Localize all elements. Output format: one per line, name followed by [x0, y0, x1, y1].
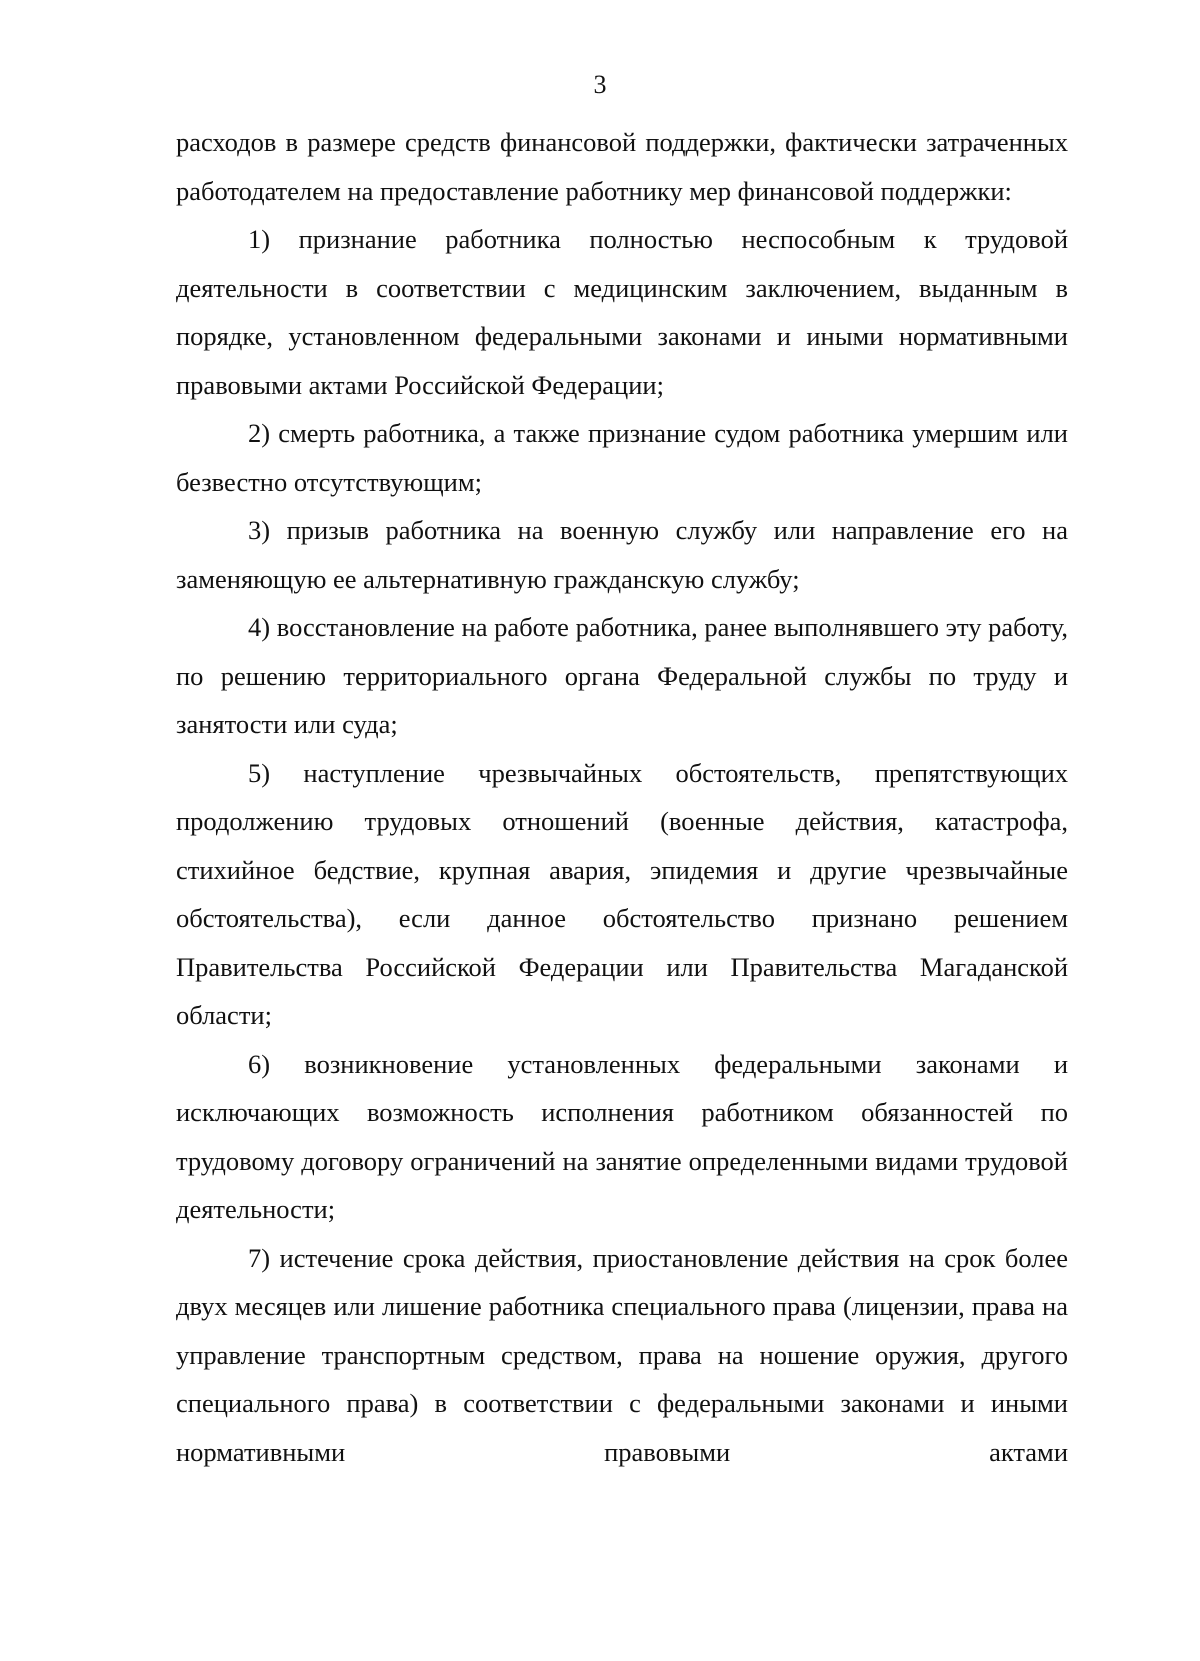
list-item-7: 7) истечение срока действия, приостановление действия на срок более двух месяцев или лишение работника специального права (лицензии, права на управление транспортным средством, права на ношение оружия, другого специального права) в соответствии с федеральными законами и иными нормативными правовыми актами [176, 1242, 1068, 1467]
list-item-6: 6) возникновение установленных федеральными законами и исключающих возможность исполнения работником обязанностей по трудовому договору ограничений на занятие определенными видами трудовой деятельности; [176, 1048, 1068, 1224]
list-item-5: 5) наступление чрезвычайных обстоятельств, препятствующих продолжению трудовых отношений (военные действия, катастрофа, стихийное бедствие, крупная авария, эпидемия и другие чрезвычайные обстоятельства), если данное обстоятельство признано решением Правительства Российской Федерации или Правительства Магаданской области; [176, 757, 1068, 1030]
list-item-4: 4) восстановление на работе работника, ранее выполнявшего эту работу, по решению территориального органа Федеральной службы по труду и занятости или суда; [176, 612, 1068, 739]
list-item-1: 1) признание работника полностью неспособным к трудовой деятельности в соответствии с медицинским заключением, выданным в порядке, установленном федеральными законами и иными нормативными правовыми актами Российской Федерации; [176, 224, 1068, 400]
list-item-3: 3) призыв работника на военную службу или направление его на заменяющую ее альтернативную гражданскую службу; [176, 515, 1068, 594]
document-body [176, 118, 1068, 1476]
page-number: 3 [593, 70, 607, 99]
paragraph-intro: расходов в размере средств финансовой поддержки, фактически затраченных работодателем на предоставление работнику мер финансовой поддержки: [176, 127, 1068, 206]
list-item-2: 2) смерть работника, а также признание судом работника умершим или безвестно отсутствующим; [176, 418, 1068, 497]
